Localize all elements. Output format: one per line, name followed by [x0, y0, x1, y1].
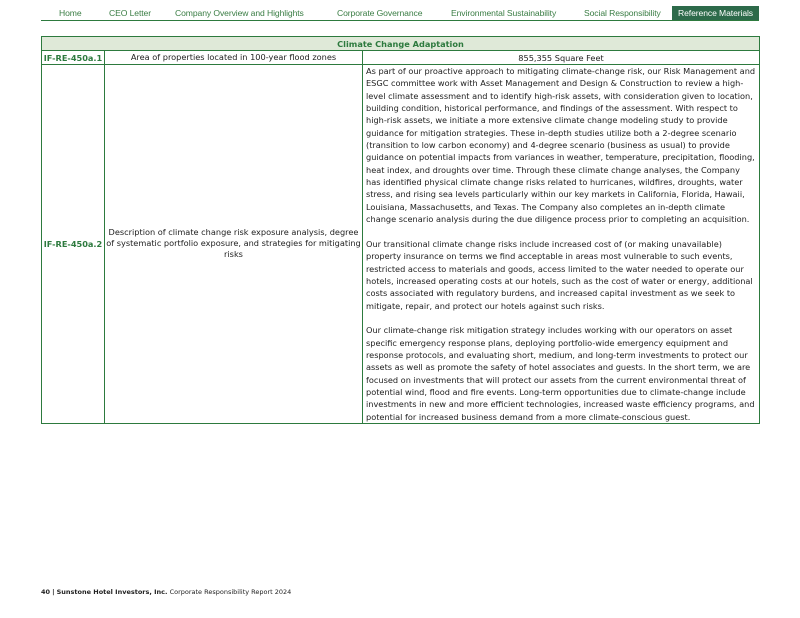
- table-row: [42, 65, 760, 424]
- metric-value: 855,355 Square Feet: [363, 51, 760, 65]
- transitional-risk-paragraph: Our transitional climate change risks include increased cost of (or making unavailable) property insurance on terms we find acceptable in areas most vulnerable to such events, restricted access to materials and goods, access limited to the water needed to operate our hotels, increased operating costs at our hotels, such as the cost of water or energy, additional costs associated with regulatory burdens, and increased capital investment as we seek to mitigate, repair, and protect our hotels against such risks.: [366, 238, 753, 311]
- nav-company-overview[interactable]: Company Overview and Highlights: [175, 8, 304, 18]
- page-number: 40: [41, 588, 51, 596]
- section-title: Climate Change Adaptation: [42, 37, 760, 51]
- metric-code: IF-RE-450a.2: [42, 65, 105, 424]
- footer-separator: |: [52, 588, 55, 596]
- footer-company: Sunstone Hotel Investors, Inc.: [56, 588, 168, 596]
- metric-value: [363, 65, 760, 424]
- nav-social-responsibility[interactable]: Social Responsibility: [584, 8, 661, 18]
- metric-code: IF-RE-450a.1: [42, 51, 105, 65]
- climate-adaptation-table: [41, 36, 760, 424]
- table-row: [42, 51, 760, 65]
- mitigation-strategy-paragraph: Our climate-change risk mitigation strategy includes working with our operators on asset specific emergency response plans, deploying portfolio-wide emergency equipment and response protocols, and evaluating short, medium, and long-term investments to protect our assets as well as promote the safety of hotel associates and guests. In the short term, we are focused on investments that will protect our assets from the current environmental threat of potential wind, flood and fire events. Long-term opportunities due to climate-change include investments in new and more efficient technologies, increased waste efficiency programs, and potential for increased business demand from a more climate-conscious guest.: [366, 325, 755, 422]
- nav-corporate-governance[interactable]: Corporate Governance: [337, 8, 423, 18]
- metric-description: Area of properties located in 100-year flood zones: [105, 51, 363, 65]
- page-footer: [41, 588, 291, 596]
- metric-description: Description of climate change risk exposure analysis, degree of systematic portfolio exposure, and strategies for mitigating risks: [105, 65, 363, 424]
- footer-report-title: Corporate Responsibility Report 2024: [169, 588, 292, 596]
- nav-home[interactable]: Home: [59, 8, 82, 18]
- risk-analysis-paragraph: As part of our proactive approach to mitigating climate-change risk, our Risk Management and ESGC committee work with Asset Management and Design & Construction to review a high-level climate assessment and to identify high-risk assets, with consideration given to location, building condition, historical performance, and findings of the assessment. With respect to high-risk assets, we initiate a more extensive climate change modeling study to provide guidance for mitigation strategies. These in-depth studies utilize both a 2-degree scenario (transition to low carbon economy) and 4-degree scenario (business as usual) to provide guidance on potential impacts from variances in weather, temperature, precipitation, flooding, heat index, and droughts over time. Through these climate change analyses, the Company has identified physical climate change risks related to hurricanes, wildfires, droughts, water stress, and rising sea levels particularly within our key markets in California, Florida, Hawaii, Louisiana, Massachusetts, and Texas. The Company also completes an in-depth climate change scenario analysis during the due diligence process prior to completing an acquisition.: [366, 66, 756, 225]
- top-navigation: [41, 6, 759, 21]
- nav-reference-materials[interactable]: Reference Materials: [672, 6, 759, 20]
- nav-ceo-letter[interactable]: CEO Letter: [109, 8, 151, 18]
- nav-environmental-sustainability[interactable]: Environmental Sustainability: [451, 8, 557, 18]
